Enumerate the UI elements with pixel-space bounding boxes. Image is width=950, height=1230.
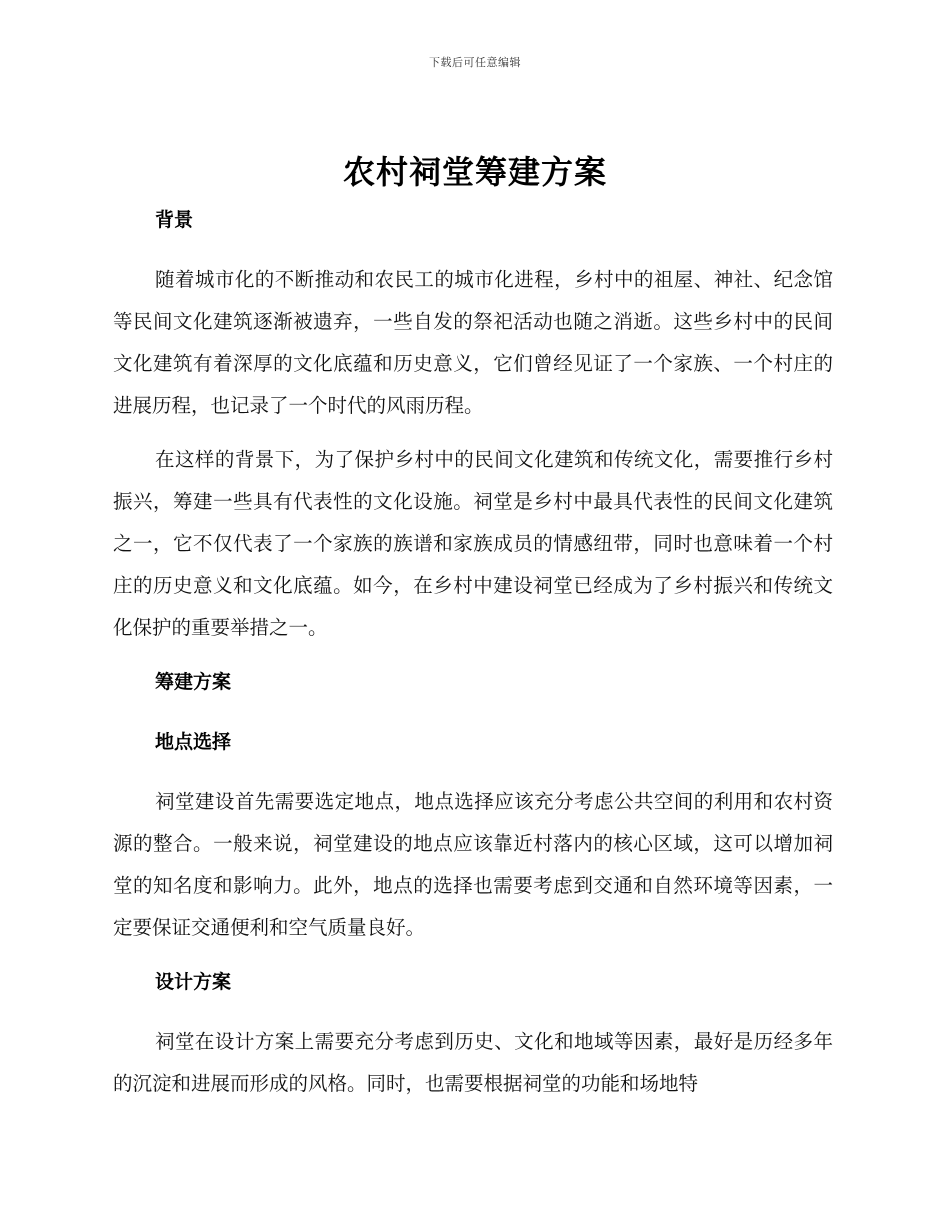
site-paragraph-1: 祠堂建设首先需要选定地点，地点选择应该充分考虑公共空间的利用和农村资源的整合。一般来说，祠堂建设的地点应该靠近村落内的核心区域，这可以增加祠堂的知名度和影响力。此外，地点的选择也需要考虑到交通和自然环境等因素，一定要保证交通便利和空气质量良好。 bbox=[113, 790, 833, 939]
background-paragraph-2: 在这样的背景下，为了保护乡村中的民间文化建筑和传统文化，需要推行乡村振兴，筹建一些具有代表性的文化设施。祠堂是乡村中最具代表性的民间文化建筑之一，它不仅代表了一个家族的族谱和家族成员的情感纽带，同时也意味着一个村庄的历史意义和文化底蕴。如今，在乡村中建设祠堂已经成为了乡村振兴和传统文化保护的重要举措之一。 bbox=[113, 448, 833, 639]
document-body bbox=[113, 199, 833, 1117]
design-paragraph-1: 祠堂在设计方案上需要充分考虑到历史、文化和地域等因素，最好是历经多年的沉淀和进展而形成的风格。同时，也需要根据祠堂的功能和场地特 bbox=[113, 1030, 833, 1095]
section-heading-plan: 筹建方案 bbox=[155, 671, 232, 693]
document-title: 农村祠堂筹建方案 bbox=[342, 153, 607, 191]
section-heading-site: 地点选择 bbox=[155, 731, 232, 753]
section-heading-background: 背景 bbox=[155, 209, 194, 231]
background-paragraph-1: 随着城市化的不断推动和农民工的城市化进程，乡村中的祖屋、神社、纪念馆等民间文化建筑逐渐被遗弃，一些自发的祭祀活动也随之消逝。这些乡村中的民间文化建筑有着深厚的文化底蕴和历史意义，它们曾经见证了一个家族、一个村庄的进展历程，也记录了一个时代的风雨历程。 bbox=[113, 268, 833, 417]
page-header-note: 下载后可任意编辑 bbox=[429, 56, 521, 69]
section-heading-design: 设计方案 bbox=[155, 971, 232, 993]
